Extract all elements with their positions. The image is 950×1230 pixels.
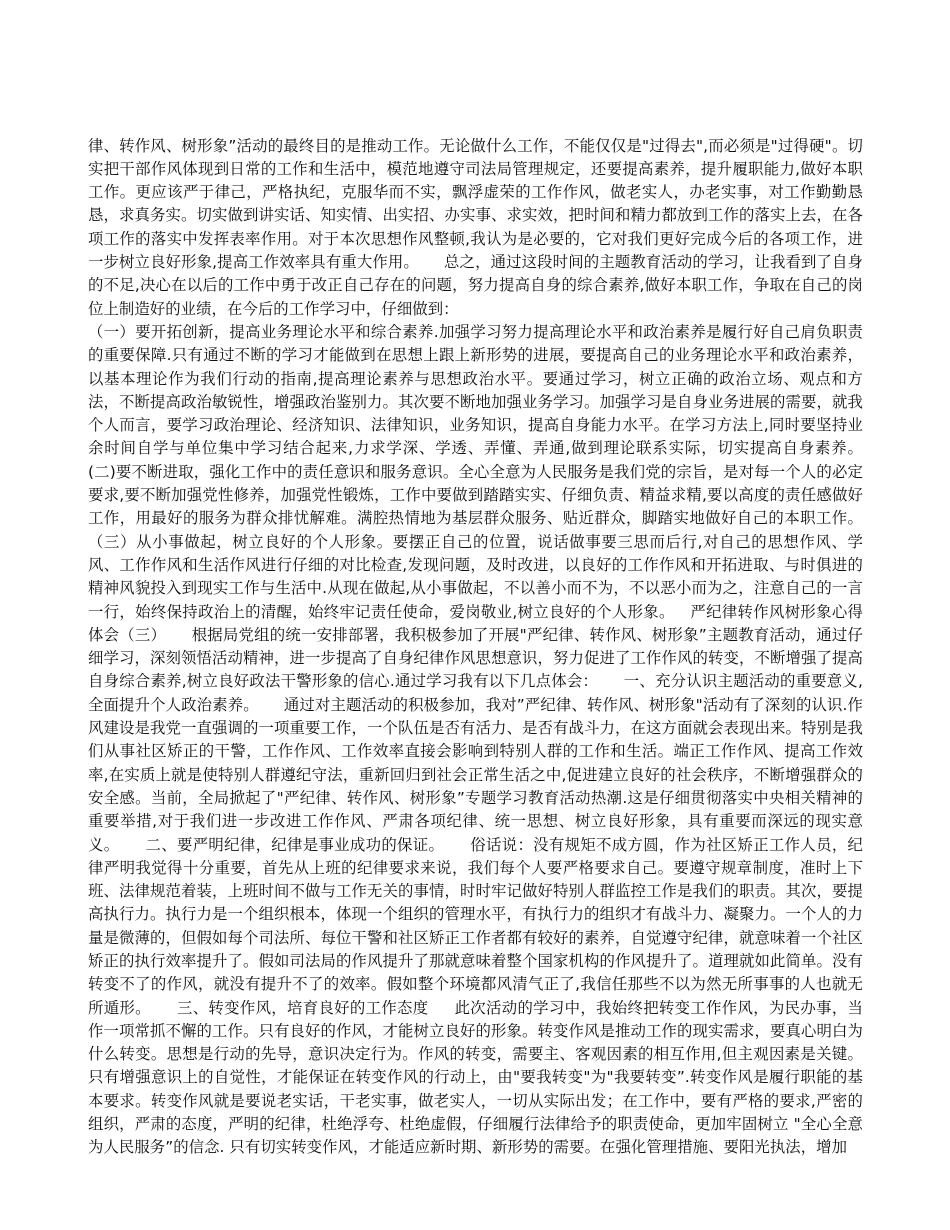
document-page [88, 88, 863, 1183]
body-text: 律、转作风、树形象”活动的最终目的是推动工作。无论做什么工作，不能仅仅是"过得去",而必须是"过得硬"。切实把干部作风体现到日常的工作和生活中，模范地遵守司法局管理规定，还要提高素养，提升履职能力,做好本职工作。更应该严于律己，严格执纪，克服华而不实，飘浮虚荣的工作作风，做老实人，办老实事，对工作勤勤恳恳，求真务实。切实做到讲实话、知实情、出实招、办实事、求实效，把时间和精力都放到工作的落实上去，在各项工作的落实中发挥表率作用。对于本次思想作风整顿,我认为是必要的，它对我们更好完成今后的各项工作，进一步树立良好形象,提高工作效率具有重大作用。 总之，通过这段时间的主题教育活动的学习，让我看到了自身的不足,决心在以后的工作中勇于改正自己存在的问题，努力提高自身的综合素养,做好本职工作，争取在自己的岗位上制造好的业绩，在今后的工作学习中，仔细做到： （一）要开拓创新，提高业务理论水平和综合素养.加强学习努力提高理论水平和政治素养是履行好自己肩负职责的重要保障.只有通过不断的学习才能做到在思想上跟上新形势的进展，要提高自己的业务理论水平和政治素养，以基本理论作为我们行动的指南,提高理论素养与思想政治水平。要通过学习，树立正确的政治立场、观点和方法，不断提高政治敏锐性，增强政治鉴别力。其次要不断地加强业务学习。加强学习是自身业务进展的需要，就我个人而言，要学习政治理论、经济知识、法律知识，业务知识，提高自身能力水平。在学习方法上,同时要坚持业余时间自学与单位集中学习结合起来,力求学深、学透、弄懂、弄通,做到理论联系实际，切实提高自身素养。 (二)要不断进取，强化工作中的责任意识和服务意识。全心全意为人民服务是我们党的宗旨，是对每一个人的必定要求,要不断加强党性修养，加强党性锻炼，工作中要做到踏踏实实、仔细负责、精益求精,要以高度的责任感做好工作，用最好的服务为群众排忧解难。满腔热情地为基层群众服务、贴近群众，脚踏实地做好自己的本职工作。 （三）从小事做起，树立良好的个人形象。要摆正自己的位置，说话做事要三思而后行,对自己的思想作风、学风、工作作风和生活作风进行仔细的对比检查,发现问题，及时改进，以良好的工作作风和开拓进取、与时俱进的精神风貌投入到现实工作与生活中.从现在做起,从小事做起，不以善小而不为，不以恶小而为之，注意自己的一言一行，始终保持政治上的清醒，始终牢记责任使命，爱岗敬业,树立良好的个人形象。 严纪律转作风树形象心得体会（三） 根据局党组的统一安排部署，我积极参加了开展"严纪律、转作风、树形象”主题教育活动，通过仔细学习，深刻领悟活动精神，进一步提高了自身纪律作风思想意识，努力促进了工作作风的转变，不断增强了提高自身综合素养,树立良好政法干警形象的信心.通过学习我有以下几点体会： 一、充分认识主题活动的重要意义,全面提升个人政治素养。 通过对主题活动的积极参加，我对”严纪律、转作风、树形象"活动有了深刻的认识.作风建设是我党一直强调的一项重要工作，一个队伍是否有活力、是否有战斗力，在这方面就会表现出来。特别是我们从事社区矫正的干警，工作作风、工作效率直接会影响到特别人群的工作和生活。端正工作作风、提高工作效率,在实质上就是使特别人群遵纪守法，重新回归到社会正常生活之中,促进建立良好的社会秩序，不断增强群众的安全感。当前，全局掀起了"严纪律、转作风、树形象”专题学习教育活动热潮.这是仔细贯彻落实中央相关精神的重要举措,对于我们进一步改进工作作风、严肃各项纪律、统一思想、树立良好形象，具有重要而深远的现实意义。 二、要严明纪律，纪律是事业成功的保证。 俗话说：没有规矩不成方圆，作为社区矫正工作人员，纪律严明我觉得十分重要，首先从上班的纪律要求来说，我们每个人要严格要求自己。要遵守规章制度，准时上下班、法律规范着装，上班时间不做与工作无关的事情，时时牢记做好特别人群监控工作是我们的职责。其次，要提高执行力。执行力是一个组织根本，体现一个组织的管理水平，有执行力的组织才有战斗力、凝聚力。一个人的力量是微薄的，但假如每个司法所、每位干警和社区矫正工作者都有较好的素养，自觉遵守纪律，就意味着一个社区矫正的执行效率提升了。假如司法局的作风提升了那就意味着整个国家机构的作风提升了。道理就如此简单。没有转变不了的作风，就没有提升不了的效率。假如整个环境都风清气正了,我信任那些不以为然无所事事的人也就无所遁形。 三、转变作风，培育良好的工作态度 此次活动的学习中，我始终把转变工作作风，为民办事，当作一项常抓不懈的工作。只有良好的作风，才能树立良好的形象。转变作风是推动工作的现实需求，要真心明白为什么转变。思想是行动的先导，意识决定行为。作风的转变，需要主、客观因素的相互作用,但主观因素是关键。只有增强意识上的自觉性，才能保证在转变作风的行动上，由"要我转变"为"我要转变”.转变作风是履行职能的基本要求。转变作风就是要说老实话，干老实事，做老实人，一切从实际出发；在工作中，要有严格的要求,严密的组织，严肃的态度，严明的纪律，杜绝浮夸、杜绝虚假，仔细履行法律给予的职责使命，更加牢固树立 "全心全意为人民服务”的信念. 只有切实转变作风，才能适应新时期、新形势的需要。在强化管理措施、要阳光执法，增加 [88, 136, 863, 1157]
